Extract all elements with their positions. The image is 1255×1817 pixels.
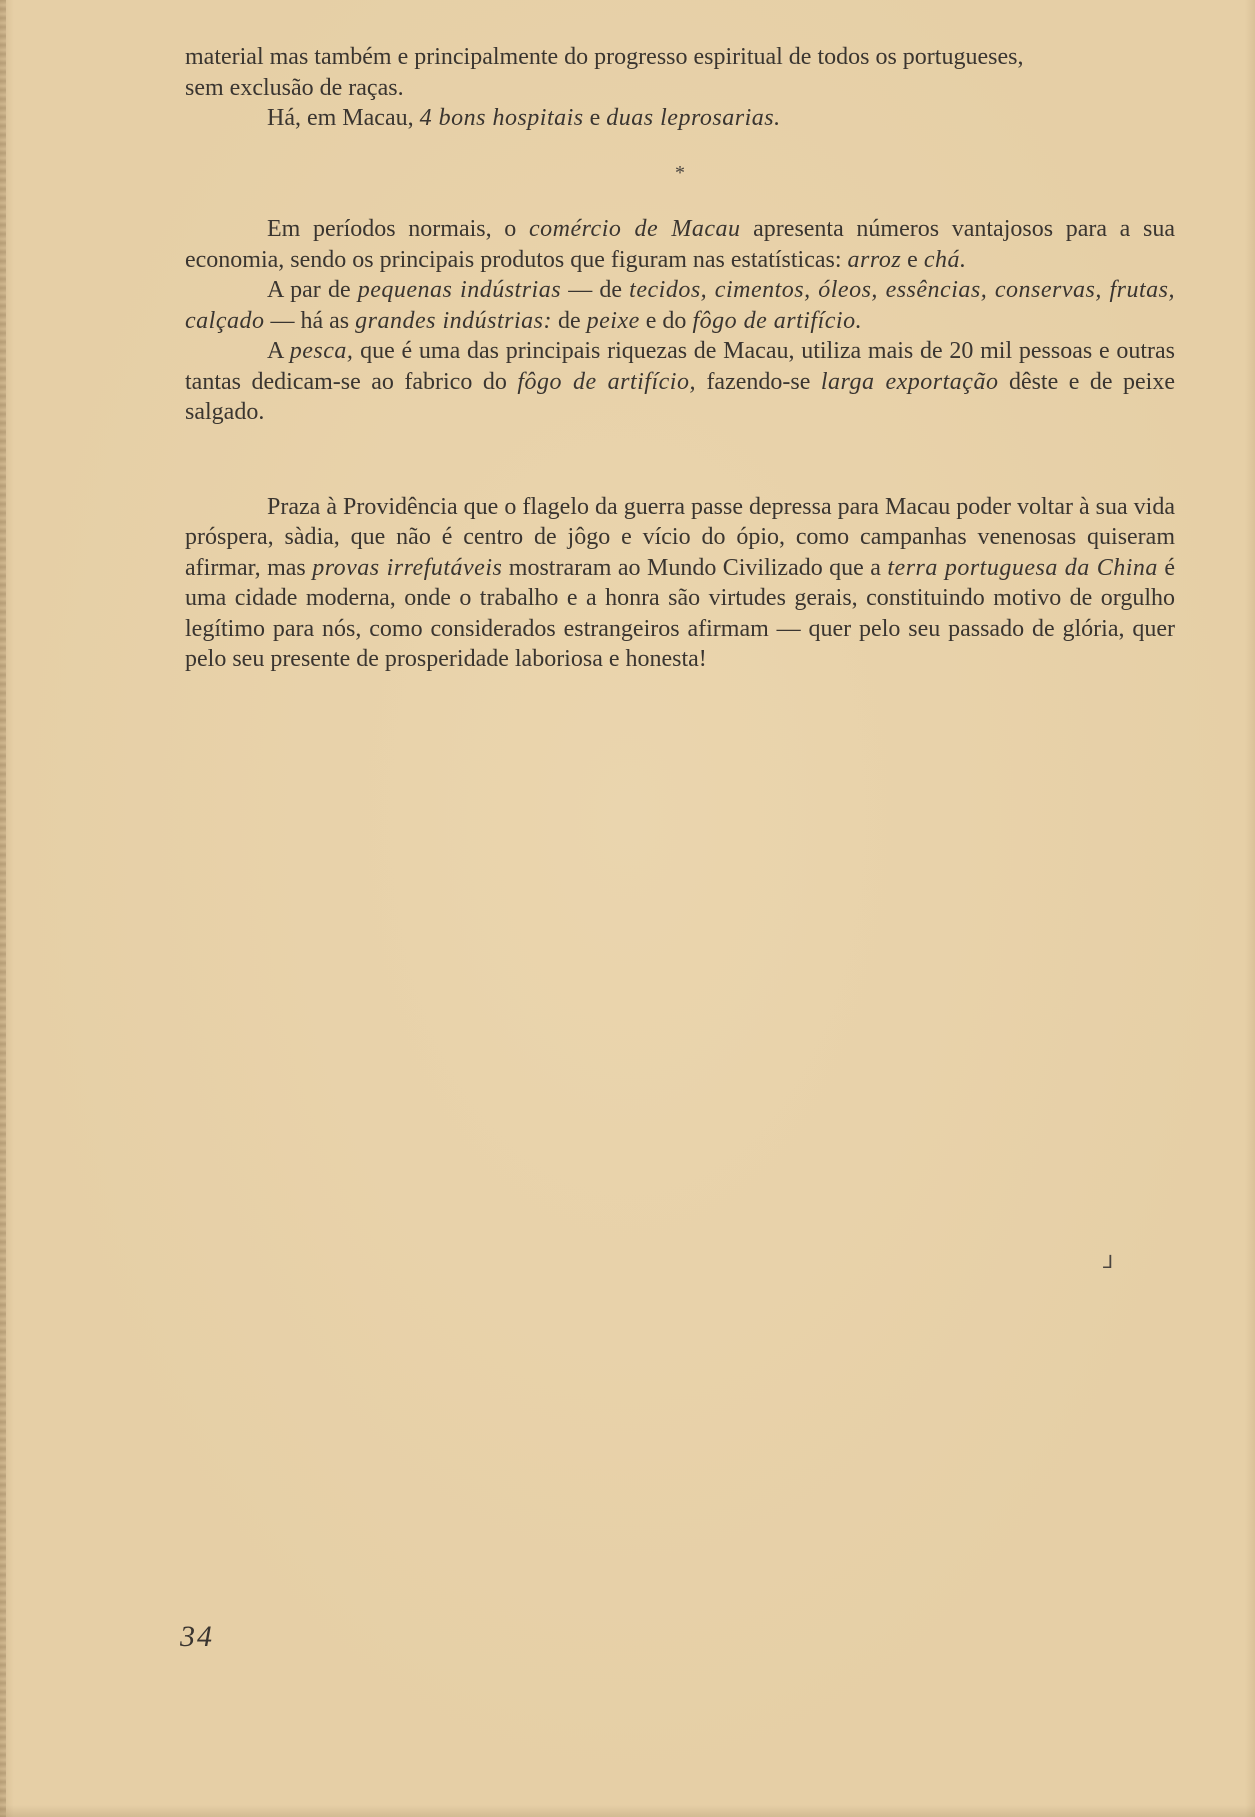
text-run: Há, em Macau, (267, 105, 420, 131)
body-text (185, 42, 1175, 675)
text-run: e do (639, 307, 693, 334)
text-run: A (267, 338, 290, 364)
page-number: 34 (180, 1620, 214, 1653)
text-run: de (552, 307, 587, 334)
paragraph-industries (185, 275, 1175, 336)
page-edge (0, 0, 6, 1817)
text-run: Em períodos normais, o (267, 216, 529, 242)
italic-run: fôgo de artifício, (517, 368, 696, 395)
text-run: dêste e de peixe salgado. (185, 368, 1175, 425)
text-run: mostraram ao Mundo Civilizado que a (502, 554, 888, 581)
text-run: Praza à Providência que o flagelo da guerra passe depressa para Macau poder voltar à sua vida próspera, sàdia, que não é centro de jôgo e vício do ópio, como campanhas venenosas quiseram afirmar, mas (185, 493, 1175, 581)
text-run: A par de (267, 277, 358, 303)
italic-run: fôgo de artifício. (692, 307, 863, 334)
paragraph-gap (185, 428, 1175, 492)
paragraph-1-line-2: sem exclusão de raças. (185, 74, 404, 101)
text-run: fazendo-se (695, 368, 821, 395)
italic-run: comércio de Macau (528, 216, 741, 242)
paragraph-conclusion (185, 492, 1175, 675)
text-run: e (901, 246, 924, 273)
italic-run: chá. (923, 246, 967, 273)
paragraph-fishing (185, 336, 1175, 428)
stray-mark: ⅃ (1103, 1252, 1114, 1272)
italic-run: 4 bons hospitais (419, 105, 584, 131)
italic-run: arroz (847, 246, 902, 273)
italic-run: pesca, (289, 338, 354, 364)
paragraph-commerce (185, 214, 1175, 275)
section-separator: * (675, 161, 685, 184)
text-run: é uma cidade moderna, onde o trabalho e a honra são virtudes gerais, constituindo motivo de orgulho legítimo para nós, como considerados estrangeiros afirmam — quer pelo seu passado de glória, quer pelo seu presente de prosperidade laboriosa e honesta! (185, 554, 1175, 672)
italic-run: duas leprosarias. (606, 105, 781, 131)
italic-run: peixe (586, 307, 640, 334)
paragraph-hospitals (185, 103, 1175, 134)
italic-run: provas irrefutáveis (312, 554, 503, 581)
text-run: e (583, 105, 607, 131)
text-run: apresenta números vantajosos para a sua economia, sendo os principais produtos que figuram nas estatísticas: (185, 216, 1175, 273)
italic-run: terra portuguesa da China (887, 554, 1158, 581)
paragraph-1-line-1: material mas também e principalmente do progresso espiritual de todos os portugueses, (185, 44, 1024, 70)
italic-run: pequenas indústrias (357, 277, 562, 303)
italic-run: tecidos, cimentos, óleos, essências, conservas, frutas, calçado (185, 277, 1175, 334)
italic-run: larga exportação (820, 368, 999, 395)
paragraph-1 (185, 42, 1175, 103)
text-run: que é uma das principais riquezas de Macau, utiliza mais de 20 mil pessoas e outras tantas dedicam-se ao fabrico do (185, 338, 1175, 395)
text-run: — há as (264, 307, 356, 334)
text-run: — de (561, 277, 630, 303)
italic-run: grandes indústrias: (355, 307, 552, 334)
